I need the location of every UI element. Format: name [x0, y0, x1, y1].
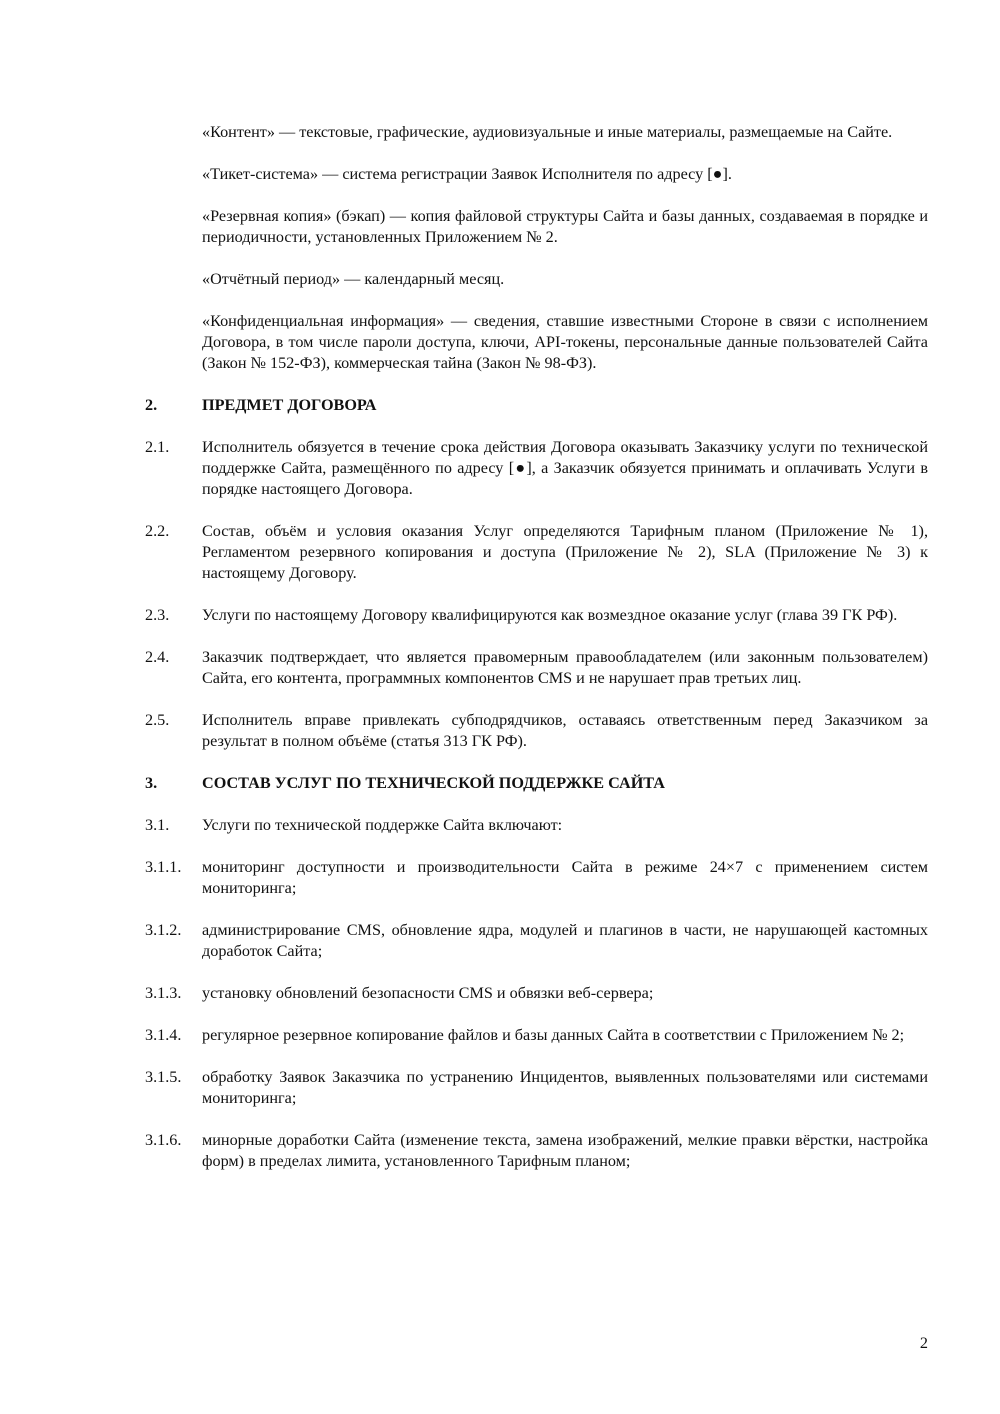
clause-text: Услуги по технической поддержке Сайта включают:	[202, 816, 563, 834]
clause-text: обработку Заявок Заказчика по устранению Инцидентов, выявленных пользователями или системами мониторинга;	[202, 1068, 928, 1107]
clause-number: 3.1.5.	[145, 1068, 182, 1086]
clause-number: 3.1.2.	[145, 921, 182, 939]
definition-confidential-info: «Конфиденциальная информация» — сведения, ставшие известными Стороне в связи с исполнением Договора, в том числе пароли доступа, ключи, API-токены, персональные данные пользователей Сайта (Закон № 152-ФЗ), коммерческая тайна (Закон № 98-ФЗ).	[202, 312, 928, 372]
page-number: 2	[919, 1334, 928, 1352]
clause-number: 3.1.6.	[145, 1131, 182, 1149]
clause-number: 2.4.	[145, 648, 170, 666]
clause-number: 2.1.	[145, 438, 170, 456]
clause-text: администрирование CMS, обновление ядра, модулей и плагинов в части, не нарушающей кастомных доработок Сайта;	[202, 921, 928, 960]
clause-text: Исполнитель вправе привлекать субподрядчиков, оставаясь ответственным перед Заказчиком за результат в полном объёме (статья 313 ГК РФ).	[202, 711, 928, 750]
clause-text: Заказчик подтверждает, что является правомерным правообладателем (или законным пользователем) Сайта, его контента, программных компонентов CMS и не нарушает прав третьих лиц.	[202, 648, 928, 687]
section-number: 3.	[145, 774, 158, 792]
section-number: 2.	[145, 396, 158, 414]
clause-3-1-5	[145, 1067, 928, 1109]
definition-reporting-period: «Отчётный период» — календарный месяц.	[202, 270, 505, 288]
clause-text: Исполнитель обязуется в течение срока действия Договора оказывать Заказчику услуги по технической поддержке Сайта, размещённого по адресу [●], а Заказчик обязуется принимать и оплачивать Услуги в порядке настоящего Договора.	[202, 438, 928, 498]
clause-text: регулярное резервное копирование файлов и базы данных Сайта в соответствии с Приложением № 2;	[202, 1026, 905, 1044]
clause-text: Состав, объём и условия оказания Услуг определяются Тарифным планом (Приложение № 1), Регламентом резервного копирования и доступа (Приложение № 2), SLA (Приложение № 3) к настоящему Договору.	[202, 522, 928, 582]
clause-3-1-3	[145, 983, 928, 1004]
definition-backup: «Резервная копия» (бэкап) — копия файловой структуры Сайта и базы данных, создаваемая в порядке и периодичности, установленных Приложением № 2.	[202, 207, 928, 246]
section-heading-3	[145, 773, 928, 794]
section-title: ПРЕДМЕТ ДОГОВОРА	[202, 396, 377, 414]
clause-text: установку обновлений безопасности CMS и обвязки веб-сервера;	[202, 984, 654, 1002]
clause-3-1	[145, 815, 928, 836]
clause-3-1-1	[145, 857, 928, 899]
clause-2-4	[145, 647, 928, 689]
clause-number: 3.1.1.	[145, 858, 182, 876]
clause-3-1-2	[145, 920, 928, 962]
clause-number: 2.5.	[145, 711, 170, 729]
clause-2-3	[145, 605, 928, 626]
clause-number: 2.2.	[145, 522, 170, 540]
page-content	[145, 122, 928, 1193]
definition-ticket-system: «Тикет-система» — система регистрации Заявок Исполнителя по адресу [●].	[202, 165, 732, 183]
clause-2-1	[145, 437, 928, 500]
clause-text: мониторинг доступности и производительности Сайта в режиме 24×7 с применением систем мониторинга;	[202, 858, 928, 897]
clause-2-5	[145, 710, 928, 752]
clause-3-1-6	[145, 1130, 928, 1172]
clause-number: 2.3.	[145, 606, 170, 624]
section-title: СОСТАВ УСЛУГ ПО ТЕХНИЧЕСКОЙ ПОДДЕРЖКЕ САЙТА	[202, 774, 665, 792]
section-heading-2	[145, 395, 928, 416]
clause-text: Услуги по настоящему Договору квалифицируются как возмездное оказание услуг (глава 39 ГК РФ).	[202, 606, 898, 624]
clause-number: 3.1.3.	[145, 984, 182, 1002]
clause-text: минорные доработки Сайта (изменение текста, замена изображений, мелкие правки вёрстки, настройка форм) в пределах лимита, установленного Тарифным планом;	[202, 1131, 928, 1170]
clause-number: 3.1.4.	[145, 1026, 182, 1044]
clause-3-1-4	[145, 1025, 928, 1046]
clause-2-2	[145, 521, 928, 584]
clause-number: 3.1.	[145, 816, 170, 834]
definition-content: «Контент» — текстовые, графические, аудиовизуальные и иные материалы, размещаемые на Сайте.	[202, 123, 893, 141]
